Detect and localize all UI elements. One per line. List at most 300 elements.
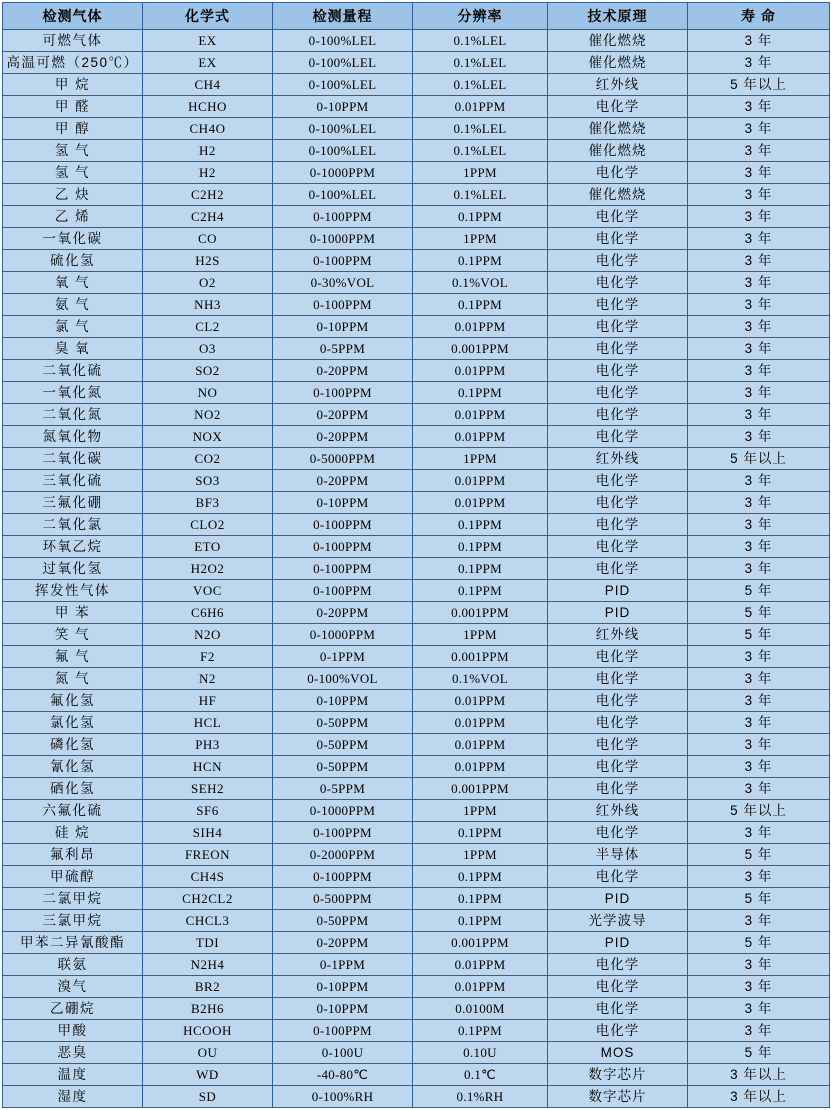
cell-gas-name: 二氧化硫 <box>3 360 143 382</box>
cell-detection-range: 0-1PPM <box>273 954 413 976</box>
cell-chemical-formula: BF3 <box>143 492 273 514</box>
cell-resolution: 0.1%LEL <box>413 52 548 74</box>
cell-technology: 电化学 <box>548 756 688 778</box>
cell-technology: 电化学 <box>548 382 688 404</box>
cell-resolution: 0.1%LEL <box>413 140 548 162</box>
cell-resolution: 1PPM <box>413 800 548 822</box>
cell-gas-name: 三氟化硼 <box>3 492 143 514</box>
cell-chemical-formula: OU <box>143 1042 273 1064</box>
cell-technology: 催化燃烧 <box>548 184 688 206</box>
cell-chemical-formula: BR2 <box>143 976 273 998</box>
cell-detection-range: 0-100PPM <box>273 536 413 558</box>
table-row <box>3 426 830 448</box>
cell-chemical-formula: NO2 <box>143 404 273 426</box>
cell-technology: 电化学 <box>548 404 688 426</box>
cell-gas-name: 氢 气 <box>3 140 143 162</box>
cell-gas-name: 乙 烯 <box>3 206 143 228</box>
cell-gas-name: 甲 醛 <box>3 96 143 118</box>
cell-technology: 电化学 <box>548 250 688 272</box>
cell-lifespan: 3 年 <box>688 96 830 118</box>
cell-lifespan: 3 年 <box>688 712 830 734</box>
cell-lifespan: 3 年 <box>688 756 830 778</box>
cell-chemical-formula: HCOOH <box>143 1020 273 1042</box>
cell-lifespan: 3 年 <box>688 514 830 536</box>
cell-technology: 电化学 <box>548 822 688 844</box>
table-row <box>3 954 830 976</box>
cell-gas-name: 氨 气 <box>3 294 143 316</box>
cell-chemical-formula: SD <box>143 1086 273 1108</box>
cell-technology: 电化学 <box>548 316 688 338</box>
cell-lifespan: 3 年 <box>688 162 830 184</box>
cell-detection-range: 0-100%LEL <box>273 118 413 140</box>
cell-gas-name: 乙 炔 <box>3 184 143 206</box>
cell-lifespan: 3 年 <box>688 690 830 712</box>
cell-technology: 电化学 <box>548 690 688 712</box>
cell-lifespan: 5 年 <box>688 844 830 866</box>
cell-lifespan: 3 年 <box>688 404 830 426</box>
cell-gas-name: 可燃气体 <box>3 30 143 52</box>
table-row <box>3 338 830 360</box>
cell-gas-name: 联氨 <box>3 954 143 976</box>
cell-technology: 电化学 <box>548 558 688 580</box>
cell-resolution: 0.10U <box>413 1042 548 1064</box>
cell-detection-range: 0-100%LEL <box>273 74 413 96</box>
cell-detection-range: 0-100%RH <box>273 1086 413 1108</box>
cell-technology: 电化学 <box>548 338 688 360</box>
table-row <box>3 162 830 184</box>
cell-technology: 电化学 <box>548 668 688 690</box>
cell-chemical-formula: F2 <box>143 646 273 668</box>
table-row <box>3 316 830 338</box>
cell-chemical-formula: SF6 <box>143 800 273 822</box>
cell-technology: 电化学 <box>548 360 688 382</box>
cell-technology: 电化学 <box>548 866 688 888</box>
cell-gas-name: 氰化氢 <box>3 756 143 778</box>
table-row <box>3 624 830 646</box>
table-row <box>3 580 830 602</box>
table-row <box>3 492 830 514</box>
cell-lifespan: 3 年 <box>688 470 830 492</box>
cell-detection-range: 0-20PPM <box>273 470 413 492</box>
cell-gas-name: 二氧化碳 <box>3 448 143 470</box>
cell-technology: MOS <box>548 1042 688 1064</box>
cell-detection-range: 0-20PPM <box>273 404 413 426</box>
cell-lifespan: 3 年 <box>688 954 830 976</box>
cell-chemical-formula: NH3 <box>143 294 273 316</box>
column-header-resolution: 分辨率 <box>413 3 548 30</box>
cell-lifespan: 3 年 <box>688 866 830 888</box>
cell-detection-range: 0-100PPM <box>273 206 413 228</box>
cell-resolution: 0.001PPM <box>413 602 548 624</box>
cell-lifespan: 3 年 <box>688 822 830 844</box>
cell-resolution: 0.01PPM <box>413 96 548 118</box>
cell-chemical-formula: H2O2 <box>143 558 273 580</box>
cell-chemical-formula: CH4 <box>143 74 273 96</box>
cell-resolution: 0.1PPM <box>413 250 548 272</box>
cell-technology: 电化学 <box>548 206 688 228</box>
cell-technology: 数字芯片 <box>548 1086 688 1108</box>
cell-resolution: 0.1PPM <box>413 1020 548 1042</box>
column-header-detection-range: 检测量程 <box>273 3 413 30</box>
cell-chemical-formula: EX <box>143 52 273 74</box>
cell-detection-range: 0-100%VOL <box>273 668 413 690</box>
cell-resolution: 0.01PPM <box>413 690 548 712</box>
cell-gas-name: 氯化氢 <box>3 712 143 734</box>
cell-lifespan: 3 年 <box>688 536 830 558</box>
cell-chemical-formula: H2 <box>143 162 273 184</box>
cell-lifespan: 5 年 <box>688 624 830 646</box>
cell-lifespan: 3 年 <box>688 52 830 74</box>
cell-resolution: 0.01PPM <box>413 954 548 976</box>
cell-lifespan: 3 年 <box>688 184 830 206</box>
cell-chemical-formula: WD <box>143 1064 273 1086</box>
cell-resolution: 1PPM <box>413 162 548 184</box>
column-header-gas-name: 检测气体 <box>3 3 143 30</box>
cell-gas-name: 过氧化氢 <box>3 558 143 580</box>
cell-technology: 催化燃烧 <box>548 52 688 74</box>
cell-resolution: 0.1PPM <box>413 558 548 580</box>
table-row <box>3 514 830 536</box>
cell-chemical-formula: H2 <box>143 140 273 162</box>
cell-chemical-formula: EX <box>143 30 273 52</box>
cell-detection-range: 0-10PPM <box>273 316 413 338</box>
cell-lifespan: 3 年以上 <box>688 1064 830 1086</box>
cell-resolution: 0.01PPM <box>413 316 548 338</box>
cell-gas-name: 温度 <box>3 1064 143 1086</box>
cell-gas-name: 高温可燃（250℃） <box>3 52 143 74</box>
table-row <box>3 1042 830 1064</box>
cell-chemical-formula: CHCL3 <box>143 910 273 932</box>
cell-chemical-formula: HCL <box>143 712 273 734</box>
cell-chemical-formula: C6H6 <box>143 602 273 624</box>
cell-lifespan: 3 年 <box>688 426 830 448</box>
table-row <box>3 1086 830 1108</box>
cell-chemical-formula: HCN <box>143 756 273 778</box>
cell-resolution: 0.1PPM <box>413 580 548 602</box>
cell-gas-name: 笑 气 <box>3 624 143 646</box>
cell-technology: 电化学 <box>548 976 688 998</box>
cell-detection-range: 0-1000PPM <box>273 800 413 822</box>
cell-technology: 电化学 <box>548 96 688 118</box>
cell-technology: 电化学 <box>548 646 688 668</box>
cell-technology: 催化燃烧 <box>548 118 688 140</box>
cell-chemical-formula: HF <box>143 690 273 712</box>
cell-lifespan: 3 年 <box>688 976 830 998</box>
cell-lifespan: 5 年 <box>688 602 830 624</box>
cell-chemical-formula: VOC <box>143 580 273 602</box>
cell-lifespan: 3 年 <box>688 382 830 404</box>
cell-resolution: 1PPM <box>413 624 548 646</box>
cell-resolution: 0.1%LEL <box>413 184 548 206</box>
table-body <box>3 30 830 1108</box>
cell-resolution: 0.1PPM <box>413 866 548 888</box>
cell-lifespan: 3 年 <box>688 272 830 294</box>
cell-detection-range: 0-1PPM <box>273 646 413 668</box>
cell-lifespan: 5 年 <box>688 1042 830 1064</box>
cell-detection-range: 0-1000PPM <box>273 162 413 184</box>
cell-resolution: 0.01PPM <box>413 360 548 382</box>
table-row <box>3 536 830 558</box>
cell-detection-range: 0-100PPM <box>273 822 413 844</box>
table-row <box>3 52 830 74</box>
cell-resolution: 0.1PPM <box>413 888 548 910</box>
cell-resolution: 0.1%LEL <box>413 30 548 52</box>
table-row <box>3 998 830 1020</box>
table-row <box>3 404 830 426</box>
cell-chemical-formula: TDI <box>143 932 273 954</box>
cell-chemical-formula: B2H6 <box>143 998 273 1020</box>
table-row <box>3 382 830 404</box>
column-header-chemical-formula: 化学式 <box>143 3 273 30</box>
cell-gas-name: 挥发性气体 <box>3 580 143 602</box>
cell-resolution: 0.1PPM <box>413 822 548 844</box>
cell-resolution: 0.01PPM <box>413 756 548 778</box>
cell-lifespan: 3 年 <box>688 294 830 316</box>
cell-lifespan: 5 年以上 <box>688 448 830 470</box>
cell-lifespan: 3 年 <box>688 360 830 382</box>
cell-chemical-formula: C2H2 <box>143 184 273 206</box>
cell-chemical-formula: ETO <box>143 536 273 558</box>
cell-gas-name: 甲苯二异氰酸酯 <box>3 932 143 954</box>
cell-technology: PID <box>548 932 688 954</box>
cell-resolution: 0.1%LEL <box>413 74 548 96</box>
cell-chemical-formula: PH3 <box>143 734 273 756</box>
cell-detection-range: 0-50PPM <box>273 712 413 734</box>
cell-resolution: 0.1PPM <box>413 910 548 932</box>
cell-gas-name: 甲 烷 <box>3 74 143 96</box>
table-row <box>3 272 830 294</box>
cell-gas-name: 二氧化氮 <box>3 404 143 426</box>
cell-detection-range: 0-100PPM <box>273 558 413 580</box>
cell-technology: 电化学 <box>548 162 688 184</box>
cell-lifespan: 5 年 <box>688 888 830 910</box>
cell-detection-range: 0-5000PPM <box>273 448 413 470</box>
table-row <box>3 470 830 492</box>
cell-technology: 半导体 <box>548 844 688 866</box>
table-row <box>3 800 830 822</box>
cell-chemical-formula: CH4O <box>143 118 273 140</box>
cell-resolution: 0.1%VOL <box>413 272 548 294</box>
table-row <box>3 668 830 690</box>
cell-lifespan: 3 年 <box>688 998 830 1020</box>
cell-chemical-formula: SEH2 <box>143 778 273 800</box>
cell-detection-range: 0-20PPM <box>273 602 413 624</box>
cell-resolution: 0.0100M <box>413 998 548 1020</box>
cell-gas-name: 臭 氧 <box>3 338 143 360</box>
cell-detection-range: 0-500PPM <box>273 888 413 910</box>
table-row <box>3 690 830 712</box>
table-row <box>3 118 830 140</box>
cell-lifespan: 3 年 <box>688 778 830 800</box>
cell-technology: 电化学 <box>548 492 688 514</box>
cell-chemical-formula: HCHO <box>143 96 273 118</box>
cell-gas-name: 甲硫醇 <box>3 866 143 888</box>
cell-lifespan: 3 年 <box>688 492 830 514</box>
cell-chemical-formula: CH4S <box>143 866 273 888</box>
table-row <box>3 206 830 228</box>
cell-lifespan: 5 年 <box>688 580 830 602</box>
cell-resolution: 0.1PPM <box>413 382 548 404</box>
cell-gas-name: 三氯甲烷 <box>3 910 143 932</box>
cell-gas-name: 硅 烷 <box>3 822 143 844</box>
cell-gas-name: 二氯甲烷 <box>3 888 143 910</box>
cell-resolution: 0.01PPM <box>413 426 548 448</box>
table-row <box>3 74 830 96</box>
cell-lifespan: 5 年以上 <box>688 800 830 822</box>
cell-chemical-formula: CL2 <box>143 316 273 338</box>
cell-detection-range: 0-20PPM <box>273 426 413 448</box>
cell-chemical-formula: N2 <box>143 668 273 690</box>
table-header <box>3 3 830 30</box>
cell-gas-name: 氢 气 <box>3 162 143 184</box>
cell-resolution: 0.1PPM <box>413 536 548 558</box>
table-row <box>3 30 830 52</box>
table-row <box>3 932 830 954</box>
cell-resolution: 0.001PPM <box>413 932 548 954</box>
cell-detection-range: 0-100PPM <box>273 1020 413 1042</box>
cell-lifespan: 3 年 <box>688 316 830 338</box>
table-row <box>3 844 830 866</box>
cell-gas-name: 恶臭 <box>3 1042 143 1064</box>
cell-resolution: 0.01PPM <box>413 734 548 756</box>
cell-gas-name: 硒化氢 <box>3 778 143 800</box>
cell-technology: PID <box>548 580 688 602</box>
cell-resolution: 0.01PPM <box>413 470 548 492</box>
cell-technology: 电化学 <box>548 712 688 734</box>
cell-gas-name: 六氟化硫 <box>3 800 143 822</box>
cell-detection-range: 0-100%LEL <box>273 30 413 52</box>
cell-resolution: 0.001PPM <box>413 778 548 800</box>
table-row <box>3 184 830 206</box>
cell-gas-name: 溴气 <box>3 976 143 998</box>
cell-technology: 电化学 <box>548 426 688 448</box>
cell-gas-name: 氟化氢 <box>3 690 143 712</box>
cell-gas-name: 三氧化硫 <box>3 470 143 492</box>
cell-chemical-formula: O3 <box>143 338 273 360</box>
cell-technology: 电化学 <box>548 536 688 558</box>
cell-detection-range: 0-10PPM <box>273 690 413 712</box>
cell-detection-range: 0-1000PPM <box>273 624 413 646</box>
cell-chemical-formula: CLO2 <box>143 514 273 536</box>
cell-detection-range: 0-1000PPM <box>273 228 413 250</box>
table-row <box>3 448 830 470</box>
cell-detection-range: 0-30%VOL <box>273 272 413 294</box>
table-row <box>3 294 830 316</box>
cell-gas-name: 甲 苯 <box>3 602 143 624</box>
cell-technology: 电化学 <box>548 998 688 1020</box>
cell-resolution: 0.01PPM <box>413 492 548 514</box>
cell-resolution: 0.001PPM <box>413 646 548 668</box>
cell-technology: 红外线 <box>548 448 688 470</box>
cell-detection-range: 0-100PPM <box>273 514 413 536</box>
table-row <box>3 866 830 888</box>
cell-technology: 催化燃烧 <box>548 30 688 52</box>
cell-detection-range: 0-5PPM <box>273 338 413 360</box>
cell-gas-name: 乙硼烷 <box>3 998 143 1020</box>
cell-gas-name: 磷化氢 <box>3 734 143 756</box>
cell-gas-name: 二氧化氯 <box>3 514 143 536</box>
cell-resolution: 0.01PPM <box>413 404 548 426</box>
cell-resolution: 0.1%RH <box>413 1086 548 1108</box>
cell-lifespan: 3 年 <box>688 734 830 756</box>
cell-gas-name: 硫化氢 <box>3 250 143 272</box>
cell-lifespan: 3 年 <box>688 118 830 140</box>
cell-detection-range: 0-100%LEL <box>273 52 413 74</box>
cell-resolution: 1PPM <box>413 228 548 250</box>
cell-detection-range: 0-10PPM <box>273 492 413 514</box>
cell-resolution: 1PPM <box>413 844 548 866</box>
cell-resolution: 0.01PPM <box>413 976 548 998</box>
column-header-technology: 技术原理 <box>548 3 688 30</box>
cell-technology: 电化学 <box>548 272 688 294</box>
table-row <box>3 712 830 734</box>
cell-chemical-formula: CO <box>143 228 273 250</box>
cell-gas-name: 氧 气 <box>3 272 143 294</box>
table-row <box>3 646 830 668</box>
table-row <box>3 1020 830 1042</box>
gas-sensor-spec-table <box>2 2 830 1108</box>
cell-technology: 电化学 <box>548 514 688 536</box>
table-row <box>3 976 830 998</box>
cell-gas-name: 环氧乙烷 <box>3 536 143 558</box>
table-row <box>3 250 830 272</box>
table-row <box>3 778 830 800</box>
cell-detection-range: -40-80℃ <box>273 1064 413 1086</box>
table-row <box>3 756 830 778</box>
cell-lifespan: 3 年 <box>688 206 830 228</box>
table-row <box>3 822 830 844</box>
cell-technology: 电化学 <box>548 734 688 756</box>
cell-chemical-formula: SIH4 <box>143 822 273 844</box>
cell-resolution: 0.01PPM <box>413 712 548 734</box>
cell-lifespan: 3 年 <box>688 30 830 52</box>
cell-detection-range: 0-50PPM <box>273 756 413 778</box>
table-row <box>3 888 830 910</box>
cell-technology: 红外线 <box>548 74 688 96</box>
table-row <box>3 558 830 580</box>
cell-technology: 光学波导 <box>548 910 688 932</box>
cell-technology: 红外线 <box>548 624 688 646</box>
cell-chemical-formula: H2S <box>143 250 273 272</box>
cell-lifespan: 5 年 <box>688 932 830 954</box>
cell-lifespan: 3 年 <box>688 140 830 162</box>
cell-detection-range: 0-100PPM <box>273 866 413 888</box>
cell-detection-range: 0-100PPM <box>273 580 413 602</box>
cell-detection-range: 0-20PPM <box>273 360 413 382</box>
table-row <box>3 360 830 382</box>
cell-detection-range: 0-10PPM <box>273 998 413 1020</box>
cell-technology: 红外线 <box>548 800 688 822</box>
cell-detection-range: 0-100PPM <box>273 382 413 404</box>
cell-technology: 催化燃烧 <box>548 140 688 162</box>
cell-detection-range: 0-100PPM <box>273 250 413 272</box>
cell-detection-range: 0-100PPM <box>273 294 413 316</box>
cell-lifespan: 3 年 <box>688 668 830 690</box>
cell-chemical-formula: FREON <box>143 844 273 866</box>
cell-detection-range: 0-50PPM <box>273 734 413 756</box>
cell-technology: 电化学 <box>548 954 688 976</box>
cell-detection-range: 0-100U <box>273 1042 413 1064</box>
cell-chemical-formula: SO2 <box>143 360 273 382</box>
table-header-row <box>3 3 830 30</box>
cell-detection-range: 0-20PPM <box>273 932 413 954</box>
cell-chemical-formula: NOX <box>143 426 273 448</box>
cell-gas-name: 氮 气 <box>3 668 143 690</box>
cell-gas-name: 氟利昂 <box>3 844 143 866</box>
cell-detection-range: 0-50PPM <box>273 910 413 932</box>
cell-detection-range: 0-5PPM <box>273 778 413 800</box>
table-row <box>3 910 830 932</box>
